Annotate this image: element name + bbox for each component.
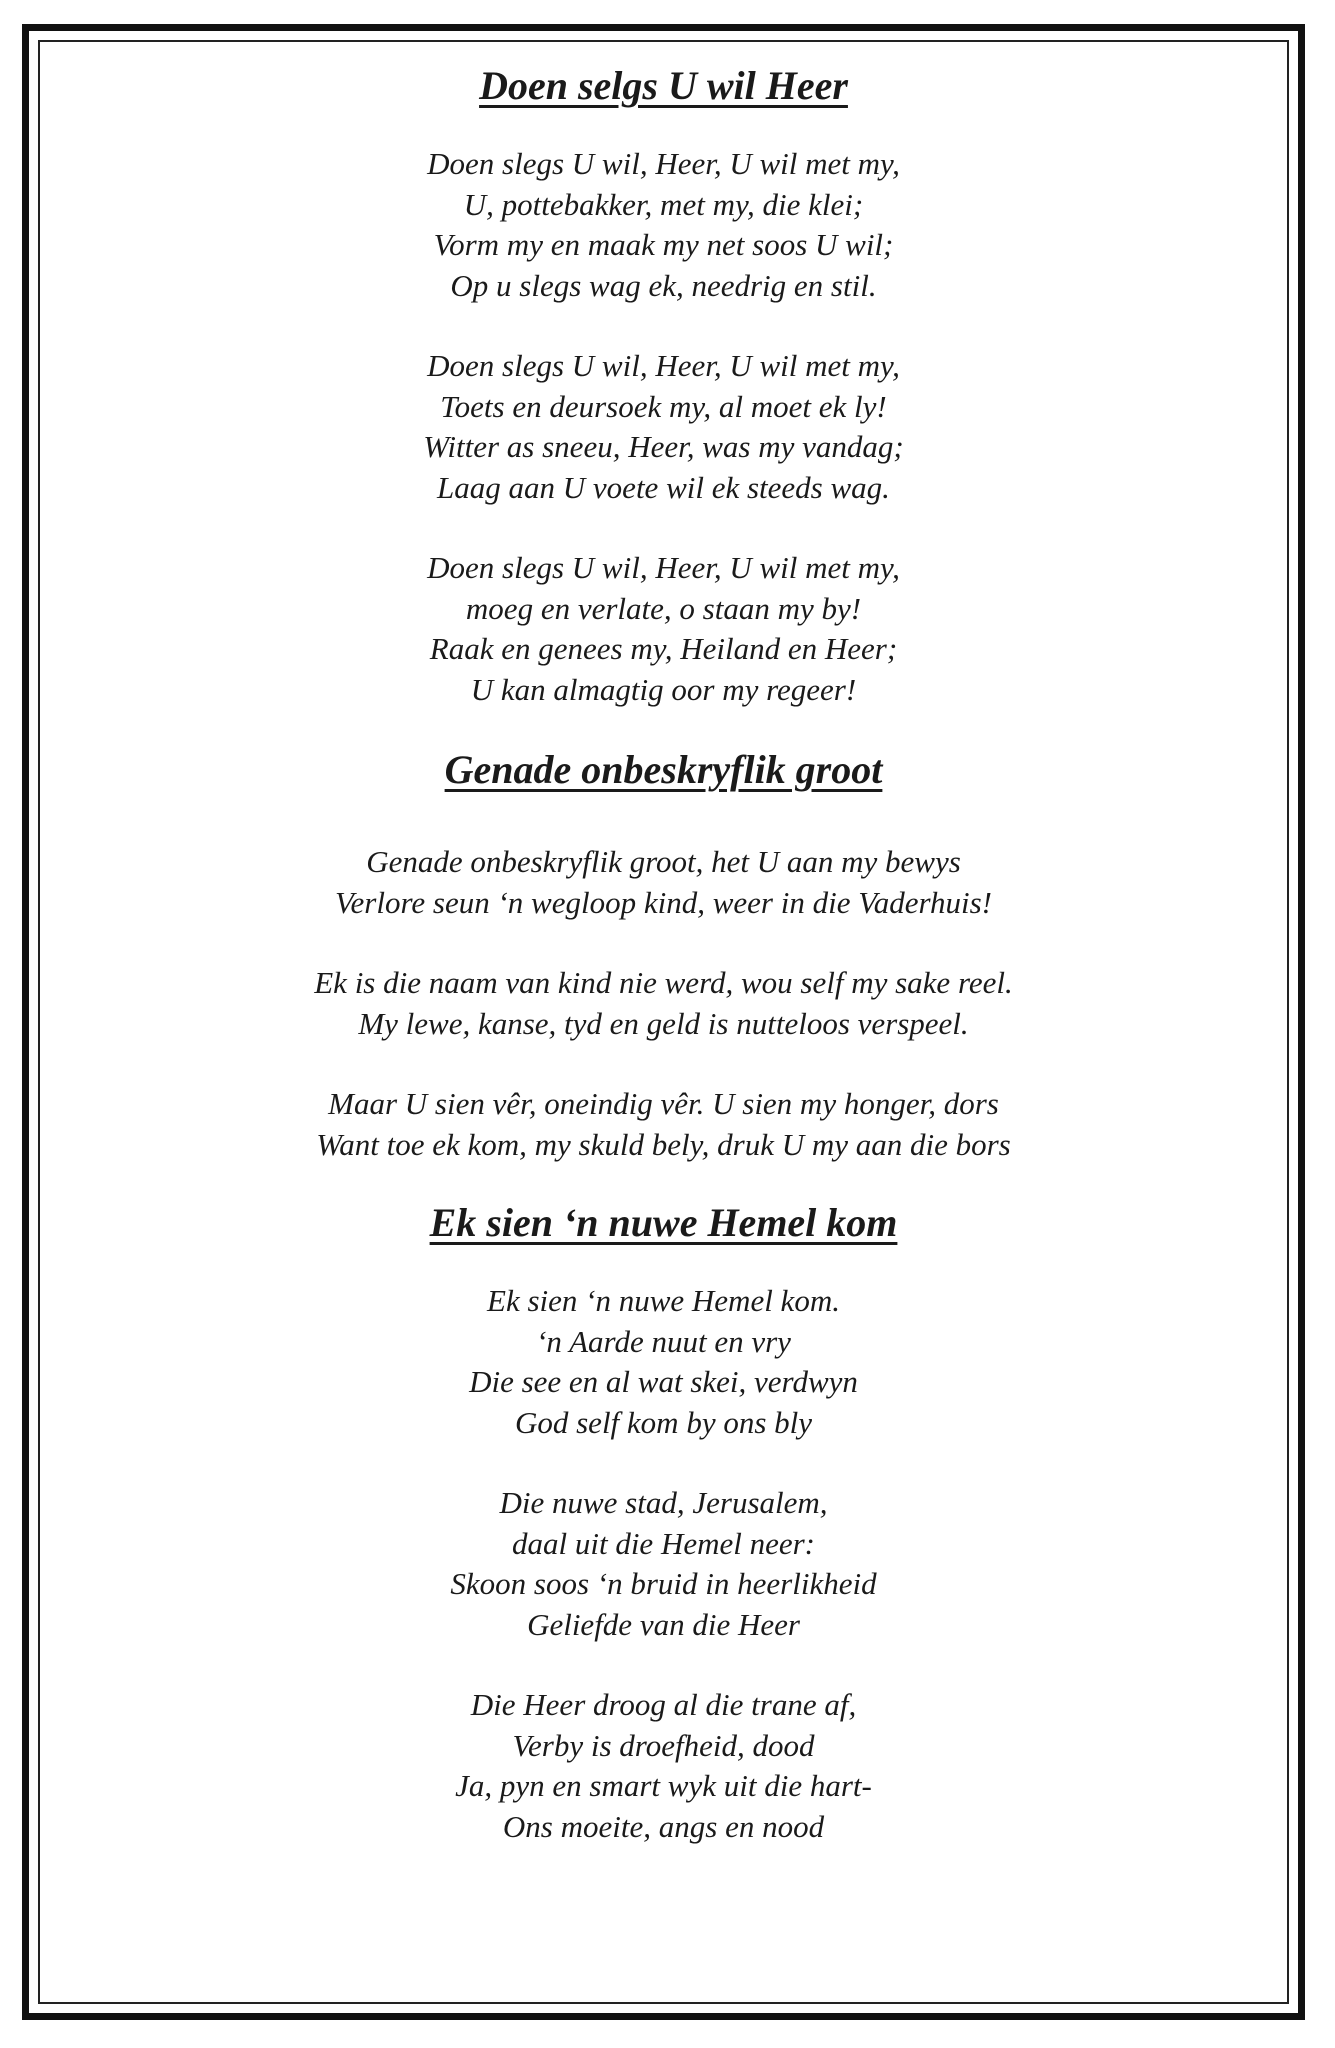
lyric-line: God self kom by ons bly xyxy=(514,1404,813,1440)
lyric-line: Toets en deursoek my, al moet ek ly! xyxy=(440,388,887,424)
lyric-line: Die nuwe stad, Jerusalem, xyxy=(499,1485,828,1520)
lyric-line: daal uit die Hemel neer: xyxy=(511,1525,816,1561)
lyric-line: Doen slegs U wil, Heer, U wil met my, xyxy=(427,348,900,383)
lyric-line: Skoon soos ‘n bruid in heerlikheid xyxy=(450,1566,877,1601)
lyric-line: Die Heer droog al die trane af, xyxy=(470,1687,857,1722)
lyric-line: ‘n Aarde nuut en vry xyxy=(536,1323,791,1359)
lyric-line: Witter as sneeu, Heer, was my vandag; xyxy=(423,429,904,464)
song-ek-sien-n-nuwe-hemel-kom xyxy=(40,1199,1287,1847)
lyric-line: Verby is droefheid, dood xyxy=(512,1727,815,1763)
lyric-line: U, pottebakker, met my, die klei; xyxy=(463,186,864,222)
lyric-line: Verlore seun ‘n wegloop kind, weer in die Vaderhuis! xyxy=(335,884,992,920)
lyric-line: Ek sien ‘n nuwe Hemel kom. xyxy=(487,1283,840,1318)
stanza xyxy=(40,144,1287,306)
lyric-line: Ja, pyn en smart wyk uit die hart- xyxy=(455,1768,872,1803)
song-genade-onbeskryflik-groot xyxy=(40,746,1287,1165)
lyric-line: Die see en al wat skei, verdwyn xyxy=(469,1364,858,1399)
stanza xyxy=(40,346,1287,508)
lyric-line: moeg en verlate, o staan my by! xyxy=(465,590,862,626)
lyric-line: Laag aan U voete wil ek steeds wag. xyxy=(437,469,890,505)
lyric-line: Op u slegs wag ek, needrig en stil. xyxy=(450,267,877,303)
stanza xyxy=(40,1281,1287,1443)
lyric-line: U kan almagtig oor my regeer! xyxy=(470,671,857,707)
lyric-line: Doen slegs U wil, Heer, U wil met my, xyxy=(427,146,900,181)
lyric-line: Ek is die naam van kind nie werd, wou self my sake reel. xyxy=(314,965,1013,1000)
lyric-line: Genade onbeskryflik groot, het U aan my bewys xyxy=(366,844,961,879)
lyric-line: Ons moeite, angs en nood xyxy=(502,1808,825,1844)
stanza xyxy=(40,1685,1287,1847)
song-title: Genade onbeskryflik groot xyxy=(444,747,883,792)
song-title: Doen selgs U wil Heer xyxy=(479,63,848,108)
lyric-line: Raak en genees my, Heiland en Heer; xyxy=(429,631,898,666)
song-title: Ek sien ‘n nuwe Hemel kom xyxy=(429,1200,898,1245)
lyric-line: Doen slegs U wil, Heer, U wil met my, xyxy=(427,550,900,585)
hymn-sheet xyxy=(40,42,1287,1847)
lyric-line: My lewe, kanse, tyd en geld is nutteloos verspeel. xyxy=(358,1005,969,1041)
song-doen-slegs-u-wil xyxy=(40,62,1287,710)
stanza xyxy=(40,548,1287,710)
lyric-line: Vorm my en maak my net soos U wil; xyxy=(433,227,894,262)
stanza xyxy=(40,1483,1287,1645)
lyric-line: Want toe ek kom, my skuld bely, druk U my aan die bors xyxy=(316,1126,1011,1162)
stanza xyxy=(40,963,1287,1044)
stanza xyxy=(40,1084,1287,1165)
stanza xyxy=(40,842,1287,923)
lyric-line: Maar U sien vêr, oneindig vêr. U sien my honger, dors xyxy=(328,1086,999,1121)
lyric-line: Geliefde van die Heer xyxy=(527,1606,800,1642)
